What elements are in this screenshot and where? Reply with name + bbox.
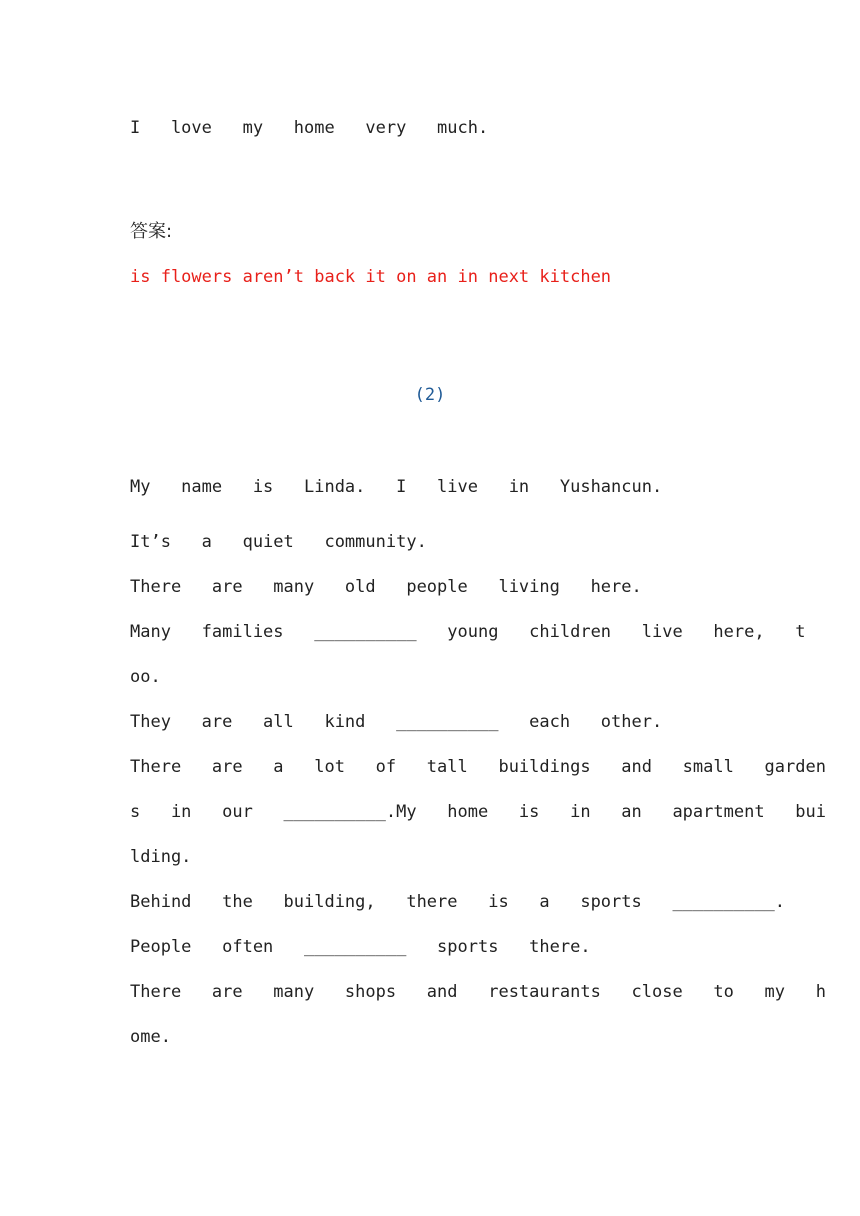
text-line: I love my home very much. — [130, 118, 489, 138]
section-number: (2) — [414, 385, 446, 405]
answer-text: is flowers aren’t back it on an in next kitchen — [130, 267, 612, 287]
answer-label: 答案: — [130, 221, 173, 242]
text-line: There are many old people living here. — [130, 577, 642, 597]
text-line: My name is Linda. I live in Yushancun. — [130, 477, 663, 497]
text-line: It’s a quiet community. — [130, 532, 427, 552]
text-line: s in our __________.My home is in an apartment bui — [130, 802, 826, 822]
text-line: Behind the building, there is a sports __________. — [130, 892, 786, 912]
text-line: People often __________ sports there. — [130, 937, 591, 957]
text-line: lding. — [130, 847, 192, 867]
text-line: They are all kind __________ each other. — [130, 712, 663, 732]
text-line: There are many shops and restaurants close to my h — [130, 982, 826, 1002]
text-line: oo. — [130, 667, 161, 687]
text-line: Many families __________ young children live here, t — [130, 622, 806, 642]
text-line: ome. — [130, 1027, 171, 1047]
text-line: There are a lot of tall buildings and small garden — [130, 757, 826, 777]
